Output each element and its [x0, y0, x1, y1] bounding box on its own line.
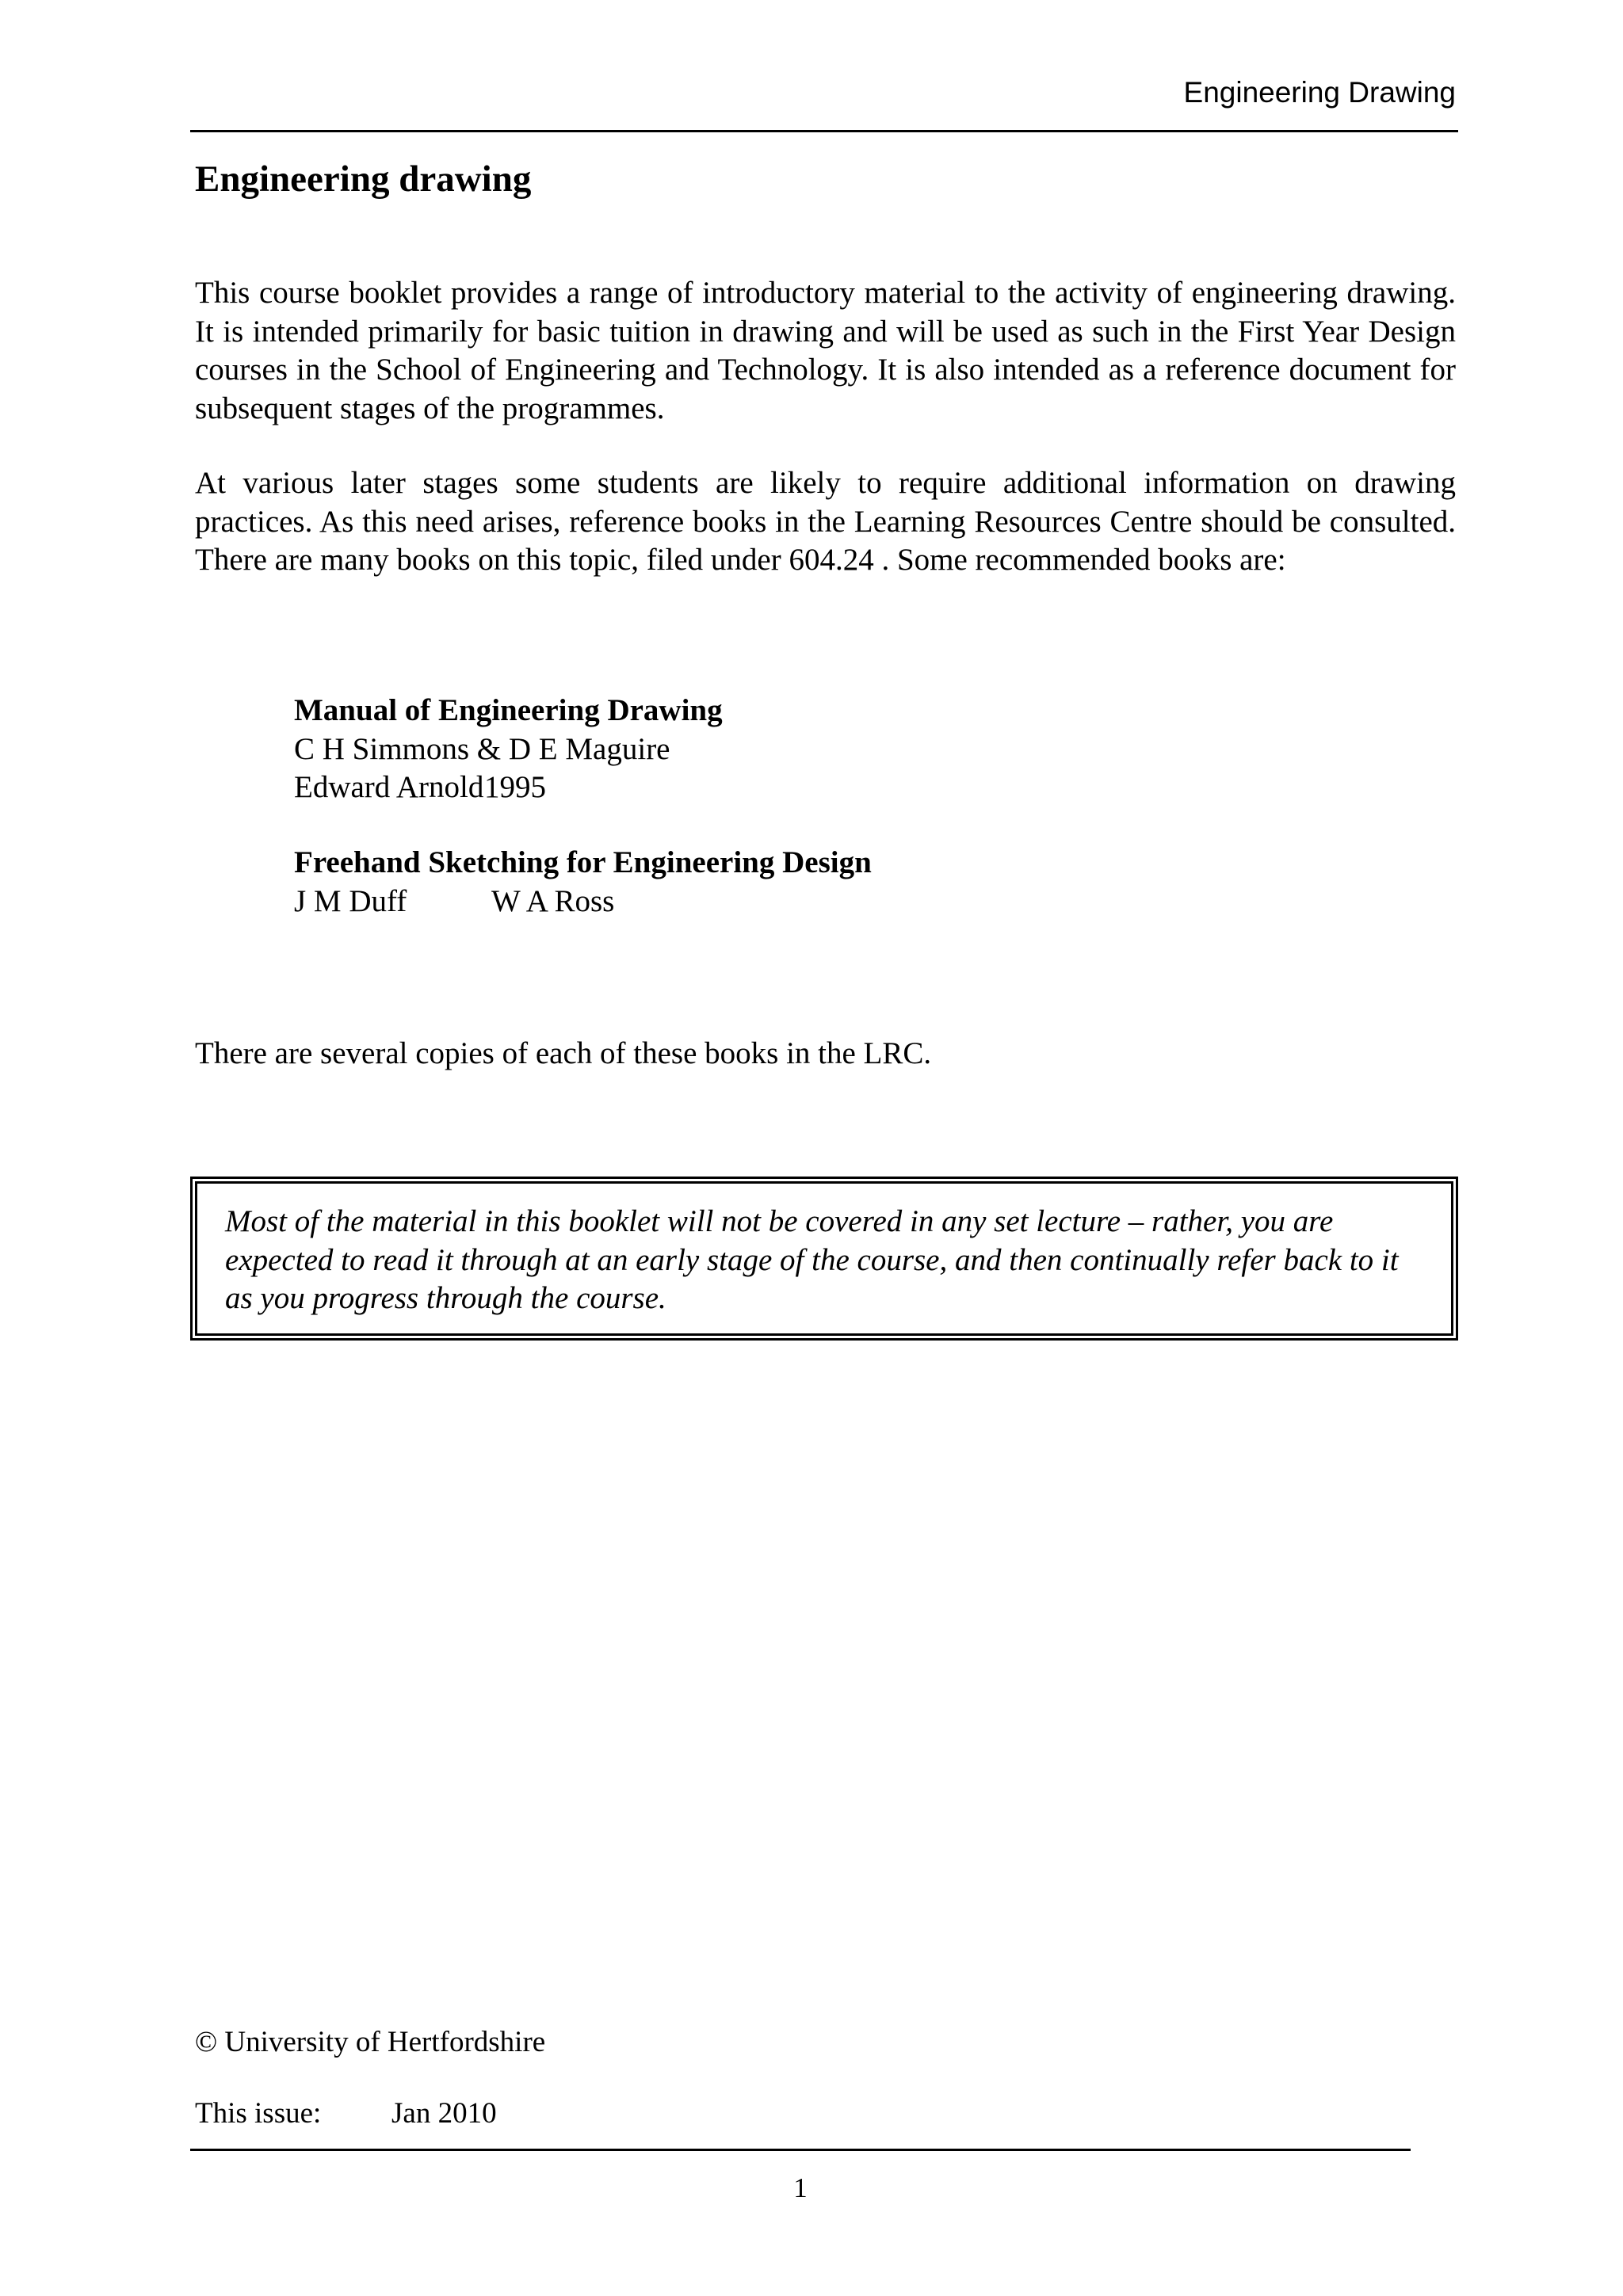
book-publisher: Edward Arnold: [294, 770, 484, 804]
book-authors: C H Simmons & D E Maguire: [294, 731, 670, 766]
running-header: Engineering Drawing: [1183, 76, 1456, 109]
availability-note: There are several copies of each of these books in the LRC.: [195, 1036, 932, 1070]
footer-rule: [190, 2149, 1411, 2151]
reference-paragraph: At various later stages some students are likely to require additional information on drawing practices. As this need arises, reference books in the Learning Resources Centre should be consulted. There are many books on this topic, filed under 604.24 . Some recommended books are:: [195, 466, 1456, 577]
copyright-notice: © University of Hertfordshire: [195, 2026, 546, 2058]
page-number: 1: [793, 2172, 808, 2203]
issue-label: This issue:: [195, 2097, 322, 2130]
intro-paragraph: This course booklet provides a range of introductory material to the activity of engineering drawing. It is intended primarily for basic tuition in drawing and will be used as such in the First Year Design courses in the School of Engineering and Technology. It is also intended as a reference document for subsequent stages of the programmes.: [195, 276, 1456, 425]
issue-date: Jan 2010: [391, 2097, 497, 2130]
book-entry-manual: [294, 692, 723, 807]
issue-line: [195, 2096, 497, 2132]
book-entry-sketching: [294, 844, 872, 921]
book-authors: [294, 883, 872, 921]
book-author: J M Duff: [294, 883, 407, 918]
boxed-note: Most of the material in this booklet will not be covered in any set lecture – rather, you are expected to read it through at an early stage of the course, and then continually refer back to it as you progress through the course.: [225, 1204, 1399, 1315]
book-year: 1995: [484, 770, 546, 804]
book-publication: [294, 769, 723, 807]
header-rule: [190, 130, 1458, 132]
book-title: Freehand Sketching for Engineering Design: [294, 845, 872, 879]
book-author: W A Ross: [491, 883, 615, 918]
book-title: Manual of Engineering Drawing: [294, 693, 723, 727]
page-title: Engineering drawing: [195, 158, 532, 200]
